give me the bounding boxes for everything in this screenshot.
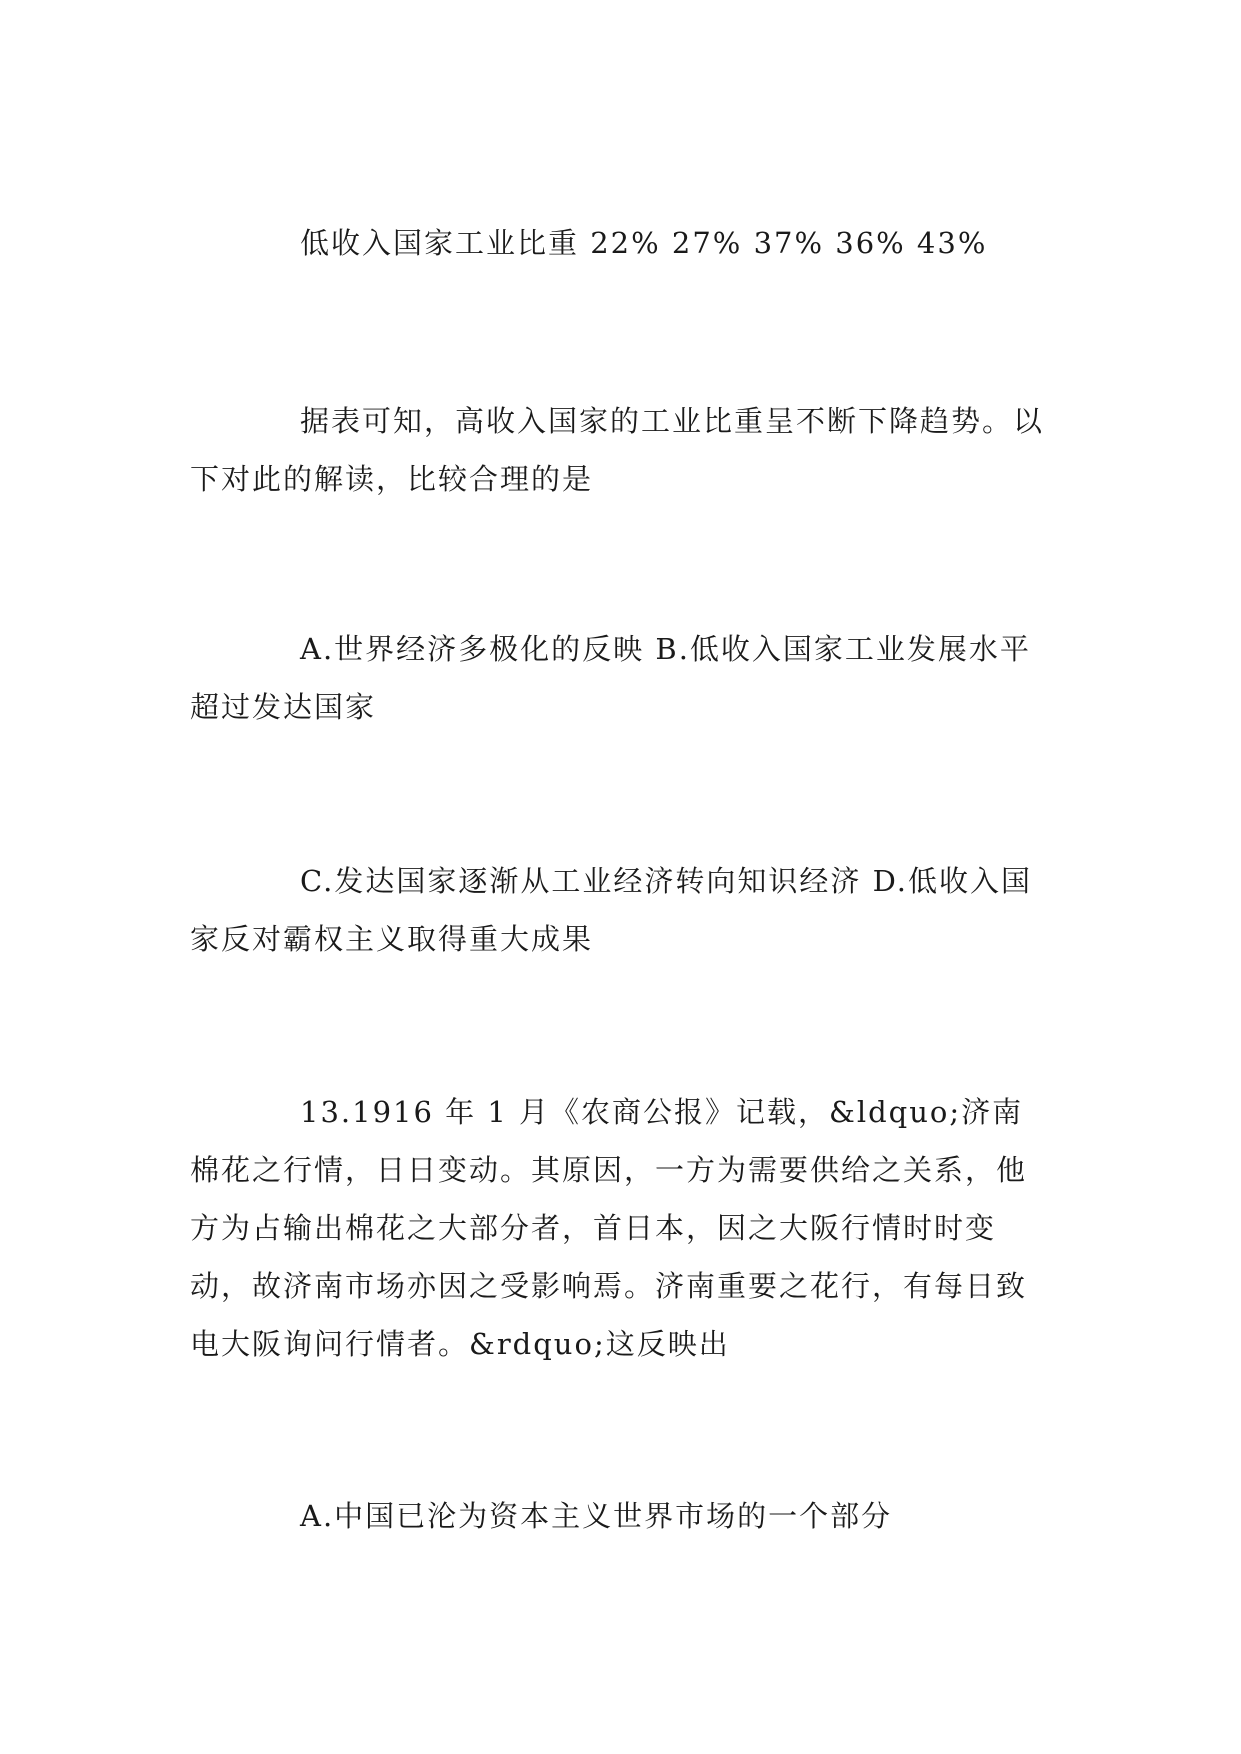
answer-option-a: A.中国已沦为资本主义世界市场的一个部分: [300, 1499, 893, 1533]
table-row-low-income-industry-share: 低收入国家工业比重 22% 27% 37% 36% 43%: [300, 226, 988, 260]
answer-options-c-d: C.发达国家逐渐从工业经济转向知识经济 D.低收入国家反对霸权主义取得重大成果: [190, 864, 1033, 956]
question-stem-paragraph: 据表可知，高收入国家的工业比重呈不断下降趋势。以下对此的解读，比较合理的是: [190, 404, 1045, 496]
question-13-stem: 13.1916 年 1 月《农商公报》记载，&ldquo;济南棉花之行情，日日变动。其原因，一方为需要供给之关系，他方为占输出棉花之大部分者，首日本，因之大阪行情时时变动，故济南市场亦因之受影响焉。济南重要之花行，有每日致电大阪询问行情者。&rdquo;这反映出: [190, 1095, 1028, 1361]
answer-options-a-b: A.世界经济多极化的反映 B.低收入国家工业发展水平超过发达国家: [190, 632, 1031, 724]
